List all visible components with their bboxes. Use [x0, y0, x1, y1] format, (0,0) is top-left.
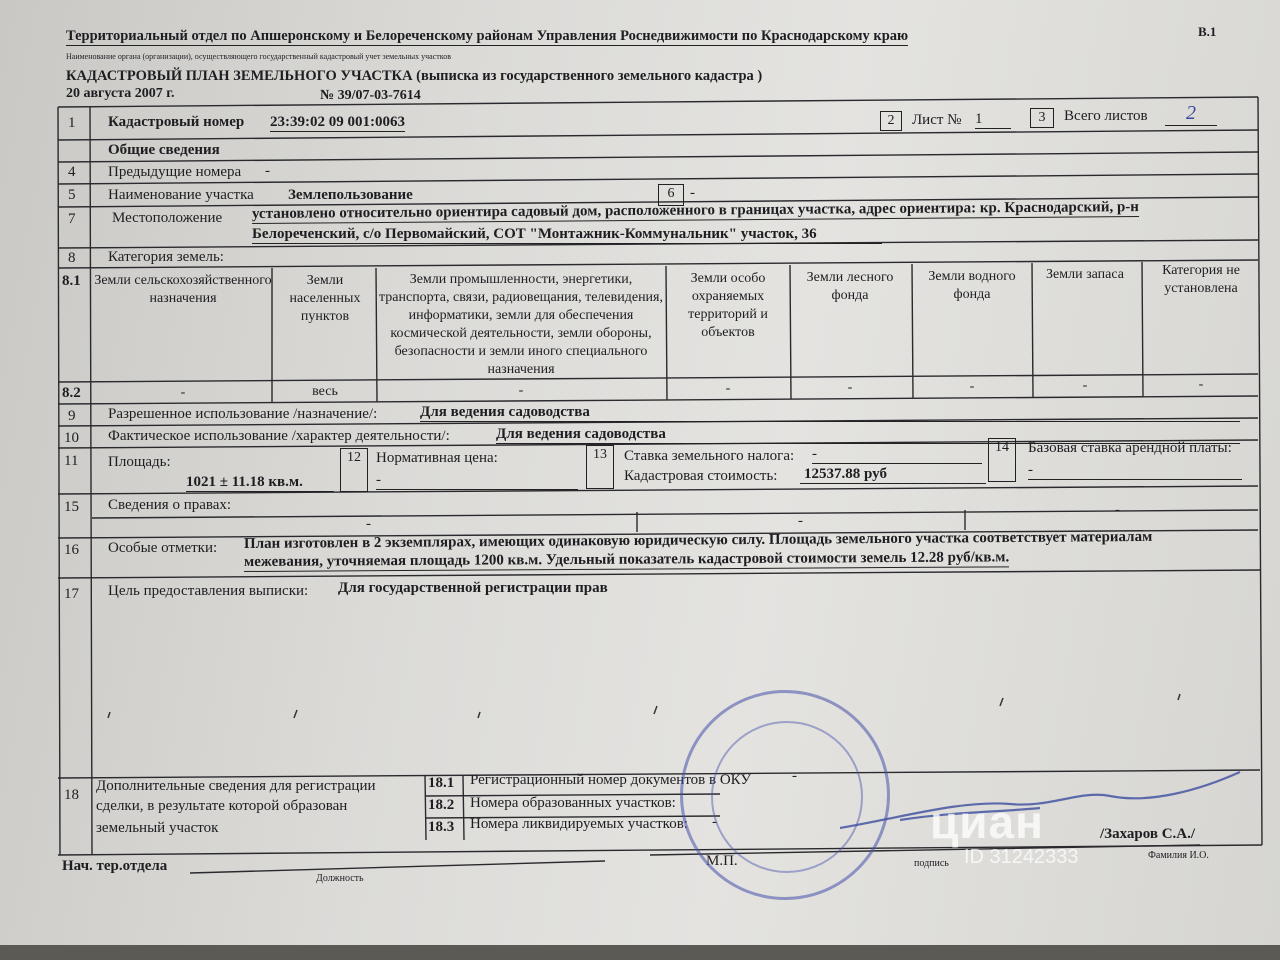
plot-name-value: Землепользование: [288, 187, 413, 203]
rights-value-1: -: [366, 516, 371, 532]
official-stamp: [680, 690, 890, 900]
org-caption: Наименование органа (организации), осуществляющего государственный кадастровый учет земельных участков: [66, 52, 451, 61]
permitted-use-label: Разрешенное использование /назначение/:: [108, 406, 378, 422]
normative-price-label: Нормативная цена:: [376, 450, 498, 466]
liquidated-plots-label: Номера ликвидируемых участков:: [470, 816, 688, 832]
special-notes-line-2: межевания, уточняемая площадь 1200 кв.м. Удельный показатель кадастровой стоимости земель 12.28 руб/кв.м.: [243, 549, 1010, 570]
purpose-label: Цель предоставления выписки:: [108, 583, 309, 599]
box-13: 13: [586, 445, 614, 489]
category-agricultural: Земли сельскохозяйственного назначения: [94, 273, 272, 306]
general-info-heading: Общие сведения: [108, 142, 220, 158]
category-protected: Земли особо охраняемых территорий и объектов: [688, 271, 768, 340]
category-not-set: Категория не установлена: [1162, 263, 1240, 296]
value-agricultural: -: [180, 385, 186, 400]
special-notes-line-1: План изготовлен в 2 экземплярах, имеющих одинаковую юридическую силу. Площадь земельного участка соответствует материалам: [243, 528, 1153, 552]
category-industry: Земли промышленности, энергетики, транспорта, связи, радиовещания, телевидения, информатики, земли для обеспечения космической деятельности, земли обороны, безопасности и земли иного специального назначения: [378, 272, 663, 377]
position-title: Нач. тер.отдела: [62, 858, 168, 874]
cadastral-value: 12537.88 руб: [800, 466, 986, 484]
value-settlements: весь: [312, 384, 338, 399]
box-6: 6: [658, 184, 684, 206]
category-water: Земли водного фонда: [928, 269, 1016, 302]
row-7-num: 7: [68, 211, 76, 227]
location-line-2: Белореченский, с/о Первомайский, СОТ "Монтажник-Коммунальник" участок, 36: [252, 226, 882, 244]
liquidated-plots-value: -: [712, 814, 717, 830]
land-tax-rate-label: Ставка земельного налога:: [624, 448, 795, 464]
row-10-num: 10: [64, 430, 79, 446]
row-5-num: 5: [68, 187, 76, 203]
area-label: Площадь:: [108, 454, 171, 470]
additional-info-line-3: земельный участок: [96, 820, 219, 836]
additional-info-line-1: Дополнительные сведения для регистрации: [96, 778, 376, 794]
official-name: /Захаров С.А./: [1100, 826, 1196, 842]
additional-info-line-2: сделки, в результате которой образован: [96, 798, 348, 814]
location-line-1: установлено относительно ориентира садовый дом, расположенного в границах участка, адрес ориентира: кр. Краснодарский, р-н: [251, 199, 1139, 222]
total-sheets-label: Всего листов: [1064, 108, 1148, 124]
box-12: 12: [340, 448, 368, 492]
category-forest: Земли лесного фонда: [806, 270, 894, 303]
watermark-id: ID 31242333: [964, 846, 1079, 868]
plot-name-label: Наименование участка: [108, 187, 254, 203]
row-18-3-num: 18.3: [428, 819, 455, 835]
row-8-2-num: 8.2: [62, 385, 81, 401]
cadastral-number-label: Кадастровый номер: [108, 114, 245, 130]
box-14: 14: [988, 438, 1016, 482]
row-8-1-num: 8.1: [62, 273, 81, 289]
rights-label: Сведения о правах:: [108, 497, 232, 513]
area-value: 1021 ± 11.18 кв.м.: [186, 474, 334, 492]
actual-use-value: Для ведения садоводства: [496, 426, 1240, 444]
row-16-num: 16: [64, 542, 79, 558]
box-6-value: -: [690, 185, 695, 201]
document-title: КАДАСТРОВЫЙ ПЛАН ЗЕМЕЛЬНОГО УЧАСТКА (выписка из государственного земельного кадастра ): [66, 68, 763, 84]
org-name: Территориальный отдел по Апшеронскому и Белореченскому районам Управления Роснедвижимости по Краснодарскому краю: [66, 28, 909, 44]
box-3: 3: [1030, 108, 1054, 128]
previous-numbers-label: Предыдущие номера: [108, 164, 242, 180]
row-18-1-num: 18.1: [428, 775, 455, 791]
land-category-label: Категория земель:: [108, 249, 224, 265]
value-industry: -: [518, 383, 524, 398]
value-not-set: -: [1198, 377, 1204, 392]
row-18-num: 18: [64, 787, 79, 803]
value-forest: -: [847, 380, 853, 395]
total-sheets-value: 2: [1165, 102, 1217, 126]
land-tax-rate-value: -: [812, 446, 982, 464]
value-water: -: [969, 379, 975, 394]
row-11-num: 11: [64, 453, 79, 469]
reg-number-label: Регистрационный номер документов в ОКУ: [470, 772, 752, 788]
actual-use-label: Фактическое использование /характер деятельности/:: [108, 428, 450, 444]
normative-price-value: -: [376, 472, 578, 490]
rights-value-3: -: [1115, 502, 1120, 518]
formed-plots-label: Номера образованных участков:: [470, 795, 676, 811]
row-1-num: 1: [68, 115, 76, 131]
location-label: Местоположение: [112, 210, 223, 226]
rights-value-2: -: [798, 513, 803, 529]
special-notes-label: Особые отметки:: [108, 540, 218, 556]
signature-caption: подпись: [914, 858, 949, 869]
row-9-num: 9: [68, 408, 76, 424]
row-17-num: 17: [64, 586, 79, 602]
permitted-use-value: Для ведения садоводства: [420, 404, 1240, 422]
seal-place: М.П.: [706, 853, 738, 869]
position-caption: Должность: [316, 873, 364, 884]
reg-number-value: -: [792, 768, 797, 784]
watermark-brand: циан: [930, 796, 1044, 848]
sheet-label: Лист №: [912, 112, 962, 128]
row-18-2-num: 18.2: [428, 797, 455, 813]
cadastral-value-label: Кадастровая стоимость:: [624, 468, 778, 484]
box-2: 2: [880, 111, 902, 131]
row-4-num: 4: [68, 164, 76, 180]
base-rent-label: Базовая ставка арендной платы:: [1028, 440, 1232, 456]
previous-numbers-value: -: [265, 163, 270, 179]
row-8-num: 8: [68, 250, 76, 266]
cadastral-number-value: 23:39:02 09 001:0063: [270, 114, 405, 130]
document-date: 20 августа 2007 г.: [66, 86, 175, 101]
name-caption: Фамилия И.О.: [1148, 850, 1209, 861]
base-rent-value: -: [1028, 462, 1242, 480]
purpose-value: Для государственной регистрации прав: [338, 580, 608, 596]
document-number: № 39/07-03-7614: [320, 88, 421, 103]
row-15-num: 15: [64, 499, 79, 515]
value-protected: -: [725, 381, 731, 396]
category-reserve: Земли запаса: [1046, 267, 1124, 282]
sheet-value: 1: [975, 111, 1011, 129]
category-settlements: Земли населенных пунктов: [289, 273, 361, 324]
corner-code: В.1: [1198, 24, 1217, 39]
value-reserve: -: [1082, 378, 1088, 393]
